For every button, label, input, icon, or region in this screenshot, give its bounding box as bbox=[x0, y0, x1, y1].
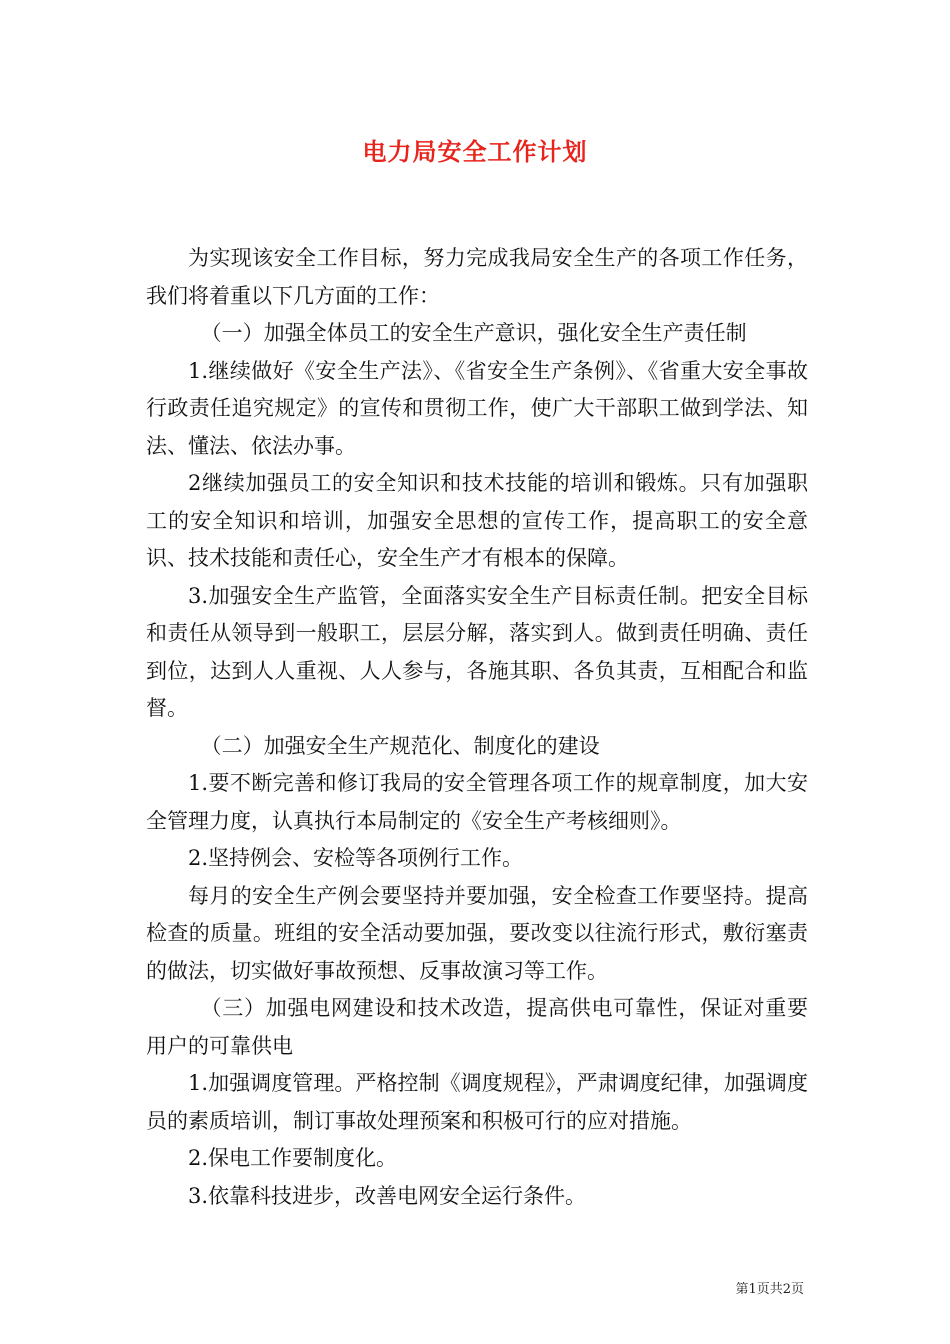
paragraph-1-1: 1.继续做好《安全生产法》、《省安全生产条例》、《省重大安全事故行政责任追究规定》的宣传和贯彻工作，使广大干部职工做到学法、知法、懂法、依法办事。 bbox=[146, 358, 808, 458]
paragraph-1-3: 3.加强安全生产监管，全面落实安全生产目标责任制。把安全目标和责任从领导到一般职工，层层分解，落实到人。做到责任明确、责任到位，达到人人重视、人人参与，各施其职、各负其责，互相配合和监督。 bbox=[146, 583, 808, 720]
section-heading-3: （三）加强电网建设和技术改造，提高供电可靠性，保证对重要用户的可靠供电 bbox=[146, 996, 808, 1058]
paragraph-3-1: 1.加强调度管理。严格控制《调度规程》，严肃调度纪律，加强调度员的素质培训，制订事故处理预案和积极可行的应对措施。 bbox=[146, 1071, 808, 1133]
paragraph-2-1: 1.要不断完善和修订我局的安全管理各项工作的规章制度，加大安全管理力度，认真执行本局制定的《安全生产考核细则》。 bbox=[146, 771, 808, 833]
document-body bbox=[146, 240, 808, 1215]
document-title: 电力局安全工作计划 bbox=[362, 137, 588, 166]
paragraph-3-3: 3.依靠科技进步，改善电网安全运行条件。 bbox=[188, 1183, 587, 1208]
paragraph-2-2: 2.坚持例会、安检等各项例行工作。 bbox=[188, 846, 524, 870]
paragraph-2-2-detail: 每月的安全生产例会要坚持并要加强，安全检查工作要坚持。提高检查的质量。班组的安全活动要加强，要改变以往流行形式，敷衍塞责的做法，切实做好事故预想、反事故演习等工作。 bbox=[146, 883, 808, 983]
paragraph-1-2: 2继续加强员工的安全知识和技术技能的培训和锻炼。只有加强职工的安全知识和培训，加强安全思想的宣传工作，提高职工的安全意识、技术技能和责任心，安全生产才有根本的保障。 bbox=[146, 471, 808, 570]
paragraph-3-2: 2.保电工作要制度化。 bbox=[188, 1146, 398, 1170]
section-heading-2: （二）加强安全生产规范化、制度化的建设 bbox=[200, 733, 600, 758]
section-heading-1: （一）加强全体员工的安全生产意识，强化安全生产责任制 bbox=[200, 321, 747, 345]
paragraph-intro: 为实现该安全工作目标，努力完成我局安全生产的各项工作任务，我们将着重以下几方面的工作： bbox=[146, 246, 808, 308]
page-number: 第1页共2页 bbox=[735, 1282, 804, 1297]
